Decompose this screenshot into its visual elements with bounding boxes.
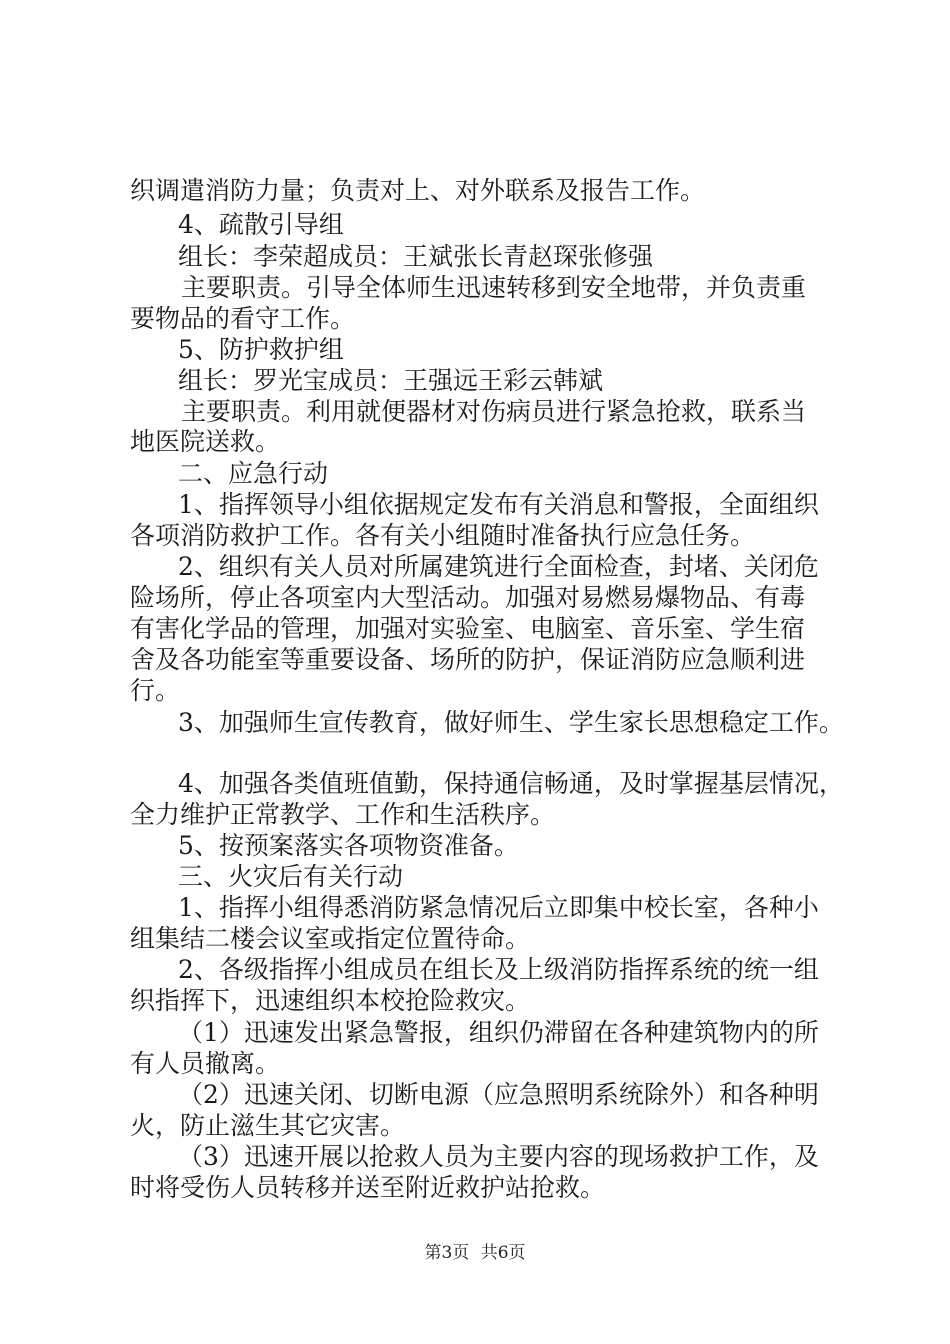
text-line: 4、加强各类值班值勤，保持通信畅通，及时掌握基层情况， <box>178 769 844 798</box>
text-line: 全力维护正常教学、工作和生活秩序。 <box>130 800 556 829</box>
text-line: 险场所，停止各项室内大型活动。加强对易燃易爆物品、有毒 <box>130 583 806 612</box>
text-line: 有害化学品的管理，加强对实验室、电脑室、音乐室、学生宿 <box>130 614 806 643</box>
text-line: 2、各级指挥小组成员在组长及上级消防指挥系统的统一组 <box>178 955 819 984</box>
text-line: 2、组织有关人员对所属建筑进行全面检查，封堵、关闭危 <box>178 552 819 581</box>
text-line: 组集结二楼会议室或指定位置待命。 <box>130 924 531 953</box>
text-line: 主要职责。利用就便器材对伤病员进行紧急抢救，联系当 <box>181 397 807 426</box>
text-line: 有人员撤离。 <box>130 1049 281 1078</box>
page-total: 共6页 <box>480 1243 526 1263</box>
text-line: 织调遣消防力量；负责对上、对外联系及报告工作。 <box>130 176 706 205</box>
text-line: 5、按预案落实各项物资准备。 <box>178 831 519 860</box>
page-footer <box>0 1242 950 1264</box>
text-line: 要物品的看守工作。 <box>130 304 356 333</box>
text-line: 织指挥下，迅速组织本校抢险救灾。 <box>130 986 531 1015</box>
text-line: 火，防止滋生其它灾害。 <box>130 1111 406 1140</box>
text-line: 时将受伤人员转移并送至附近救护站抢救。 <box>130 1173 606 1202</box>
text-line: 组长：李荣超成员：王斌张长青赵琛张修强 <box>178 242 654 271</box>
section-heading: 4、疏散引导组 <box>178 210 344 239</box>
text-line: 舍及各功能室等重要设备、场所的防护，保证消防应急顺利进 <box>130 645 806 674</box>
text-line: （3）迅速开展以抢救人员为主要内容的现场救护工作，及 <box>178 1142 819 1171</box>
text-line: 组长：罗光宝成员：王强远王彩云韩斌 <box>178 366 604 395</box>
text-line: 1、指挥领导小组依据规定发布有关消息和警报，全面组织 <box>178 490 819 519</box>
text-line: 地医院送救。 <box>130 427 281 456</box>
section-heading: 三、火灾后有关行动 <box>178 862 404 891</box>
text-line: 3、加强师生宣传教育，做好师生、学生家长思想稳定工作。 <box>178 708 844 737</box>
section-heading: 5、防护救护组 <box>178 335 344 364</box>
text-line: 行。 <box>130 676 181 705</box>
text-line: 1、指挥小组得悉消防紧急情况后立即集中校长室，各种小 <box>178 893 819 922</box>
text-line: 各项消防救护工作。各有关小组随时准备执行应急任务。 <box>130 521 756 550</box>
page-number: 第3页 <box>424 1243 470 1263</box>
text-line: 主要职责。引导全体师生迅速转移到安全地带，并负责重 <box>181 273 807 302</box>
text-line: （1）迅速发出紧急警报，组织仍滞留在各种建筑物内的所 <box>178 1018 819 1047</box>
text-line: （2）迅速关闭、切断电源（应急照明系统除外）和各种明 <box>178 1080 819 1109</box>
section-heading: 二、应急行动 <box>178 459 329 488</box>
